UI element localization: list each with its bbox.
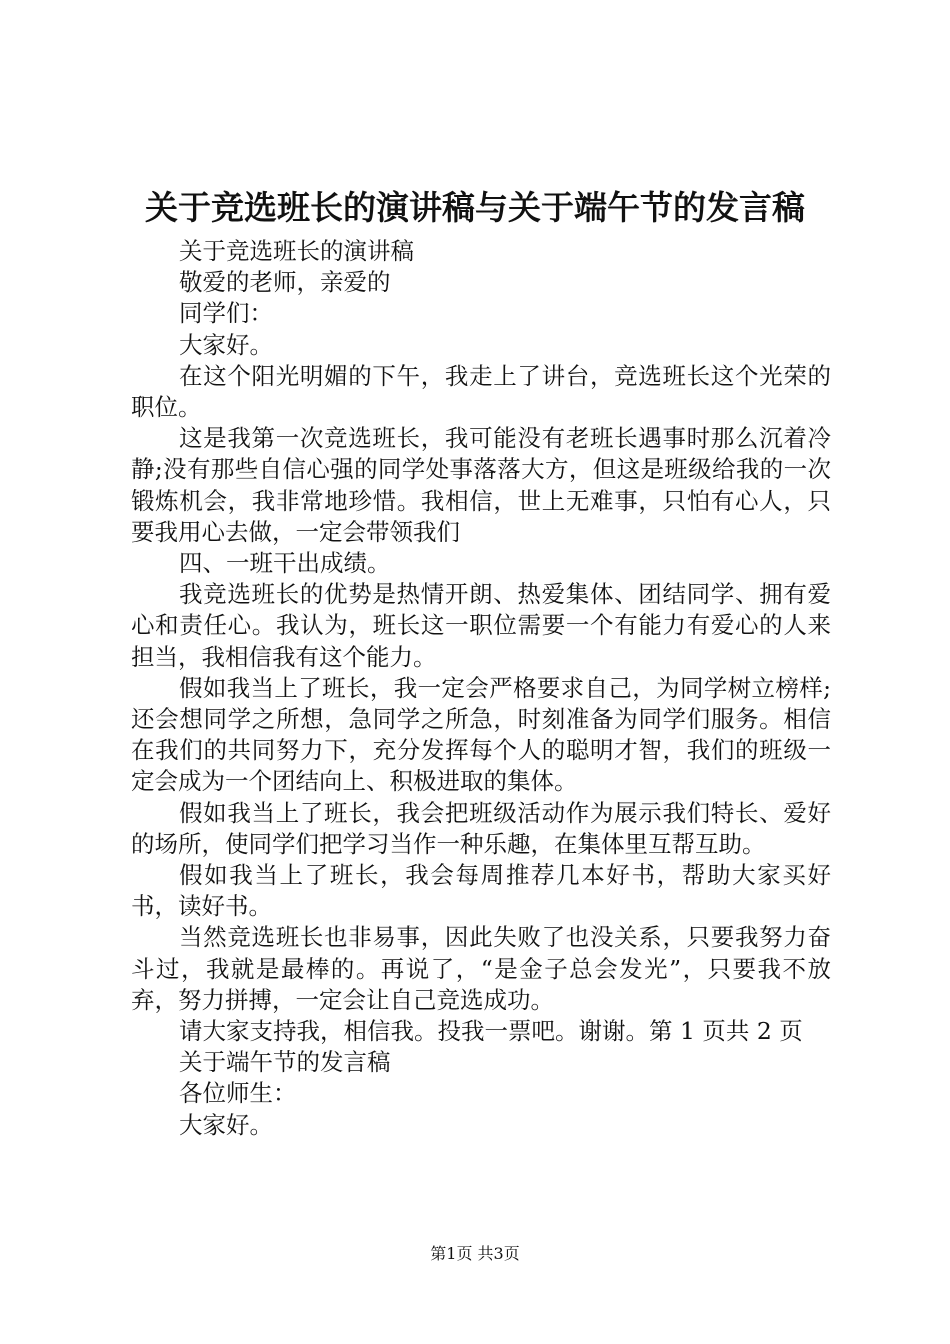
- paragraph: 请大家支持我，相信我。投我一票吧。谢谢。第 1 页共 2 页: [179, 1017, 803, 1046]
- paragraph: 我竞选班长的优势是热情开朗、热爱集体、团结同学、拥有爱心和责任心。我认为，班长这一职位需要一个有能力有爱心的人来担当，我相信我有这个能力。: [131, 580, 831, 671]
- paragraph: 敬爱的老师，亲爱的: [179, 268, 391, 297]
- page-footer: 第1页 共3页: [430, 1244, 520, 1263]
- paragraph: 假如我当上了班长，我会把班级活动作为展示我们特长、爱好的场所，使同学们把学习当作一种乐趣，在集体里互帮互助。: [131, 798, 831, 858]
- paragraph: 在这个阳光明媚的下午，我走上了讲台，竞选班长这个光荣的职位。: [131, 361, 831, 422]
- paragraph: 假如我当上了班长，我会每周推荐几本好书，帮助大家买好书，读好书。: [131, 861, 831, 921]
- paragraph: 同学们：: [179, 299, 273, 328]
- document-body: [131, 236, 831, 1141]
- paragraph: 各位师生：: [179, 1079, 297, 1108]
- paragraph: 当然竞选班长也非易事，因此失败了也没关系，只要我努力奋斗过，我就是最棒的。再说了，“是金子总会发光”，只要我不放弃，努力拼搏，一定会让自己竞选成功。: [131, 923, 831, 1014]
- paragraph: 四、一班干出成绩。: [179, 549, 391, 578]
- paragraph: 大家好。: [179, 1110, 273, 1139]
- paragraph: 大家好。: [179, 330, 273, 359]
- paragraph: 假如我当上了班长，我一定会严格要求自己，为同学树立榜样;还会想同学之所想，急同学之所急，时刻准备为同学们服务。相信在我们的共同努力下，充分发挥每个人的聪明才智，我们的班级一定会成为一个团结向上、积极进取的集体。: [131, 673, 831, 796]
- paragraph: 关于竞选班长的演讲稿: [179, 237, 414, 265]
- paragraph: 这是我第一次竞选班长，我可能没有老班长遇事时那么沉着冷静;没有那些自信心强的同学处事落落大方，但这是班级给我的一次锻炼机会，我非常地珍惜。我相信，世上无难事，只怕有心人，只要我用心去做，一定会带领我们: [131, 424, 831, 546]
- paragraph: 关于端午节的发言稿: [179, 1048, 391, 1077]
- document-title: 关于竞选班长的演讲稿与关于端午节的发言稿: [145, 188, 805, 227]
